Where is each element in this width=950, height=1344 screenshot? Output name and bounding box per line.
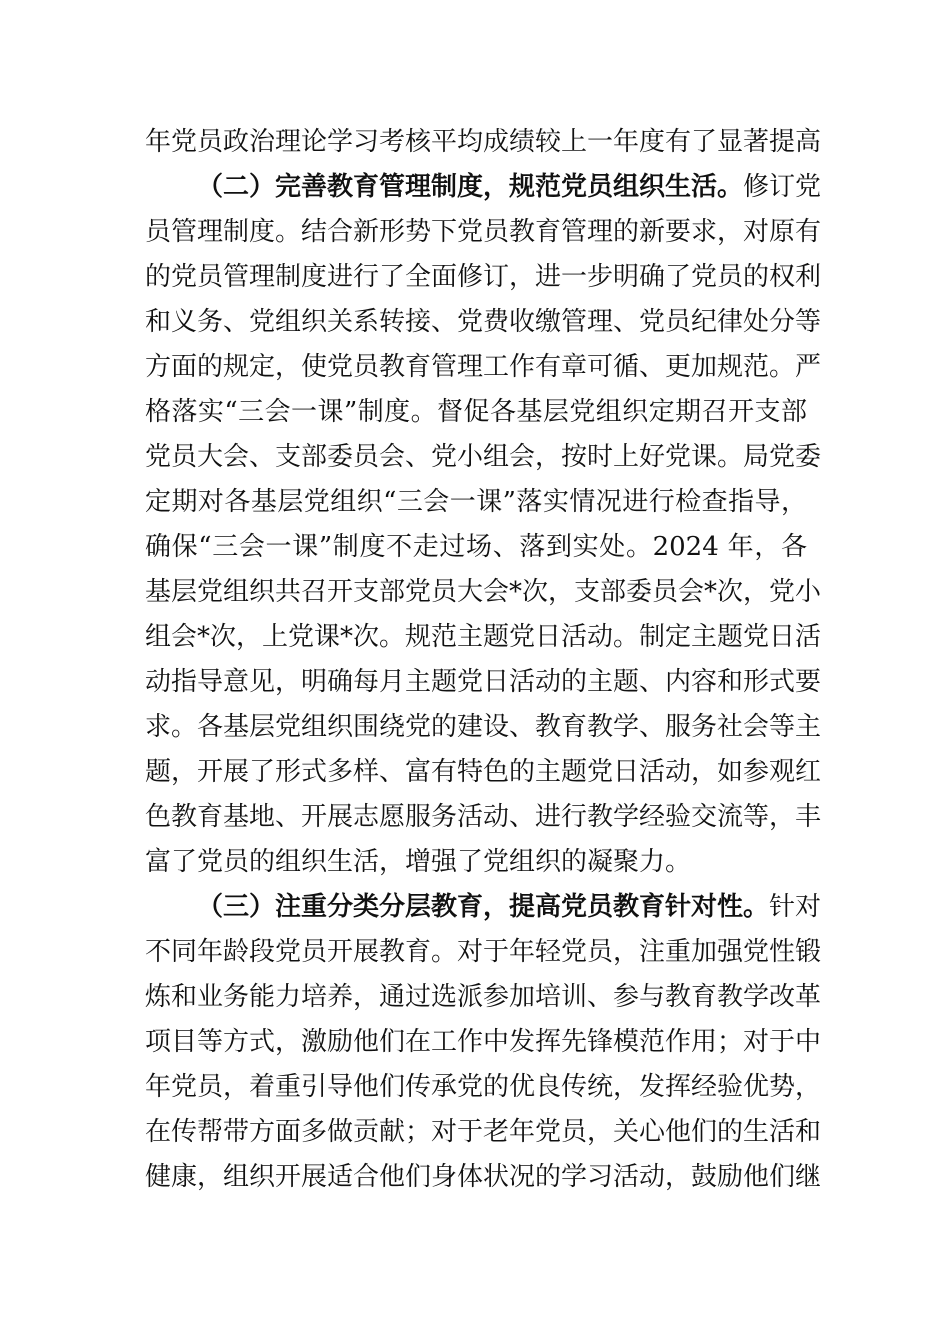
- text-line: 题，开展了形式多样、富有特色的主题党日活动，如参观红: [145, 757, 822, 787]
- text-line: 动指导意见，明确每月主题党日活动的主题、内容和形式要: [145, 667, 822, 697]
- text-line: 和义务、党组织关系转接、党费收缴管理、党员纪律处分等: [145, 307, 822, 337]
- text-line: 求。各基层党组织围绕党的建设、教育教学、服务社会等主: [145, 712, 822, 742]
- text-line: 项目等方式，激励他们在工作中发挥先锋模范作用；对于中: [145, 1027, 822, 1057]
- paragraph-text: 修订党: [743, 172, 822, 202]
- text-line: 员管理制度。结合新形势下党员教育管理的新要求，对原有: [145, 217, 822, 247]
- text-line: 在传帮带方面多做贡献；对于老年党员，关心他们的生活和: [145, 1117, 822, 1147]
- text-line: 党员大会、支部委员会、党小组会，按时上好党课。局党委: [145, 442, 822, 472]
- text-line: 基层党组织共召开支部党员大会*次，支部委员会*次，党小: [145, 577, 822, 607]
- text-line: 色教育基地、开展志愿服务活动、进行教学经验交流等，丰: [145, 802, 822, 832]
- text-line: 富了党员的组织生活，增强了党组织的凝聚力。: [145, 847, 692, 877]
- section-heading-line: [197, 889, 822, 925]
- text-line: 组会*次，上党课*次。规范主题党日活动。制定主题党日活: [145, 622, 822, 652]
- text-line: 炼和业务能力培养，通过选派参加培训、参与教育教学改革: [145, 982, 822, 1012]
- paragraph-text: 针对: [769, 892, 822, 922]
- text-line: 不同年龄段党员开展教育。对于年轻党员，注重加强党性锻: [145, 937, 822, 967]
- text-line: 的党员管理制度进行了全面修订，进一步明确了党员的权利: [145, 262, 822, 292]
- text-line: 年党员，着重引导他们传承党的优良传统，发挥经验优势，: [145, 1072, 822, 1102]
- text-line: 定期对各基层党组织“三会一课”落实情况进行检查指导，: [145, 487, 807, 517]
- text-line: 方面的规定，使党员教育管理工作有章可循、更加规范。严: [145, 352, 822, 382]
- text-line: 格落实“三会一课”制度。督促各基层党组织定期召开支部: [145, 397, 807, 427]
- section-heading: （二）完善教育管理制度，规范党员组织生活。: [197, 172, 744, 202]
- section-heading: （三）注重分类分层教育，提高党员教育针对性。: [197, 892, 770, 922]
- section-heading-line: [197, 169, 822, 205]
- text-line: 年党员政治理论学习考核平均成绩较上一年度有了显著提高: [145, 127, 822, 157]
- text-line: 健康，组织开展适合他们身体状况的学习活动，鼓励他们继: [145, 1162, 822, 1192]
- text-line: 确保“三会一课”制度不走过场、落到实处。2024 年，各: [145, 532, 807, 562]
